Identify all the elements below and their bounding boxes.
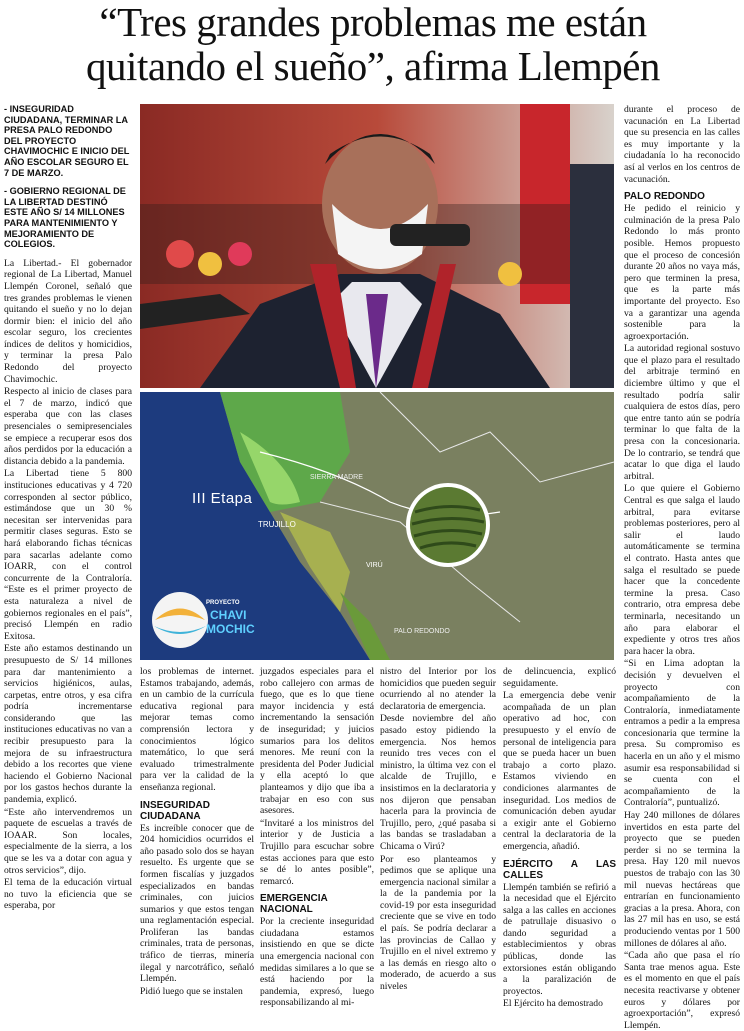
paragraph: Desde noviembre del año pasado estoy pidiendo la emergencia. Nos hemos reunido tres veces con el ministro, la última vez con el alcalde de Trujillo, e insistimos en la declaratoria y nos dijeron que pensaban hacerla para la provincia de Trujillo, pero, ¿qué pasaba si las bandas se trasladaban a Chicama o Virú? xyxy=(380,713,496,852)
paragraph: Este año estamos destinando un presupuesto de S/ 14 millones para dar mantenimiento a servicios higiénicos, aulas, carpetas, entre otros, y esa cifra podría incrementarse considerando que las instituciones educativas no van a recibir presupuesto para la mejora de su infraestructura debido a los recortes que viene haciendo el Gobierno Nacional por los gastos hechos durante la pandemia, explicó. xyxy=(4,643,132,806)
paragraph: El Ejército ha demostrado xyxy=(503,998,603,1010)
summary-bullets xyxy=(4,104,132,250)
subheading: PALO REDONDO xyxy=(624,191,705,203)
etapa-label: III Etapa xyxy=(192,490,253,507)
paragraph: Por la creciente inseguridad ciudadana estamos insistiendo en que se dicte una emergencia nacional con medidas similares a lo que se está haciendo por la pandemia, expresó, luego responsabilizando al mi- xyxy=(260,916,374,1009)
viru-label: VIRÚ xyxy=(366,562,383,569)
paragraph: La Libertad tiene 5 800 instituciones educativas y 4 720 corresponden al sector público, estimándose que un 30 % necesitan ser intervenidas para permitir clases seguras. Esto se hará elaborando fichas técnicas para sacarlas adelante como IOARR, con el control concurrente de la Contraloría. “Este es el primer proyecto de esta naturaleza a nivel de gobiernos regionales en el país”, precisó Llempén en radio Exitosa. xyxy=(4,468,132,642)
paragraph: Respecto al inicio de clases para el 7 de marzo, indicó que esperaba que con las clases presenciales o semipresenciales se empiece a recuperar esos dos años perdidos por la educación a distancia debido a la pandemia. xyxy=(4,386,132,467)
logo-proyecto: PROYECTO xyxy=(206,600,240,606)
column-3 xyxy=(260,666,374,1008)
column-4 xyxy=(380,666,496,1008)
paragraph: los problemas de internet. Estamos trabajando, además, en un cambio de la currícula educativa regional para mejorar temas como comprensión lectora y conocimientos lógico matemático, lo que será evaluado trimestralmente para ver la calidad de la enseñanza regional. xyxy=(140,666,254,793)
column-2 xyxy=(140,666,254,1008)
paragraph: La emergencia debe venir acompañada de un plan operativo ad hoc, con presupuesto y el envío de personal de inteligencia para que se pueda hacer un buen trabajo a corto plazo. Estamos viviendo en condiciones alarmantes de inseguridad. Los medios de comunicación deben ayudar a exigir ante el Gobierno central la declaratoria de la emergencia, añadió. xyxy=(503,690,616,852)
paragraph: Es increíble conocer que de 204 homicidios ocurridos el año pasado solo dos se hayan resuelto. Es urgente que se formen fiscalías y juzgados especializados en bandas criminales, con juicios sumarios y que estos tengan una reglamentación especial. Proliferan las bandas criminales, trata de personas, tráfico de tierras, minería ilegal y narcotráfico, señaló Llempén. xyxy=(140,822,254,985)
chavimochic-map xyxy=(140,392,614,660)
headline-line-1: “Tres grandes problemas me están xyxy=(99,0,647,45)
paragraph: Llempén también se refirió a la necesidad que el Ejército salga a las calles en acciones de patrullaje disuasivo o dando seguridad a establecimientos y obras públicas, donde las extorsiones están obligando a la paralización de proyectos. xyxy=(503,881,616,997)
logo-chavi: CHAVI xyxy=(210,608,247,622)
palo-redondo-label: PALO REDONDO xyxy=(394,628,450,635)
paragraph: de delincuencia, explicó seguidamente. xyxy=(503,666,616,689)
column-1 xyxy=(4,104,132,1008)
paragraph: La Libertad.- El gobernador regional de La Libertad, Manuel Llempén Coronel, señaló que tres grandes problemas le vienen quitando el sueño y no lo dejan dormir bien: el inicio del año escolar seguro, los crecientes índices de delitos y homicidios, y terminar la presa Palo Redondo del proyecto Chavimochic. xyxy=(4,257,132,385)
headline-line-2: quitando el sueño”, afirma Llempén xyxy=(86,43,660,89)
paragraph: juzgados especiales para el robo callejero con armas de fuego, que es lo que tiene mayor incidencia y está incrementando la sensación de inseguridad; y juicios sumarios para los delitos menores. Me reuní con la presidenta del Poder Judicial y ella aceptó lo que planteamos y dijo que iba a trabajar en eso con sus asesores. xyxy=(260,666,374,817)
paragraph: “Si en Lima adoptan la decisión y devuelven el proyecto con acompañamiento de la Contraloría, inmediatamente entramos a pedir a la empresa concesionaria que termine la presa. Su compromiso es hacerla en un año y el mismo asumir esa responsabilidad si se cuenta con el acompañamiento de la Contraloría”, puntualizó. xyxy=(624,658,740,809)
paragraph: Hay 240 millones de dólares invertidos en esta parte del proyecto que se pueden perder si no se termina la presa. Hay 120 mil nuevos puestos de trabajo con las 30 mil nuevas hectáreas que entrarían en funcionamiento gracias a la presa. Ahora, con las 27 mil has en uso, se está produciendo ventas por 1 500 millones de dólares al año. xyxy=(624,810,740,949)
paragraph: Lo que quiere el Gobierno Central es que salga el laudo arbitral, para evitarse problemas posteriores, pero al salir el laudo automáticamente se termina el contrato. Hasta antes que salga el resultado se puede hacer que la concedente termine la presa. Caso contrario, otra empresa debe terminarla, necesitando un año para elaborar el expediente y otros tres años para hacer la obra. xyxy=(624,483,740,657)
headline xyxy=(10,0,736,88)
summary-bullet: - GOBIERNO REGIONAL DE LA LIBERTAD DESTINÓ ESTE AÑO S/ 14 MILLONES PARA MANTENIMIENTO Y MEJORAMIENTO DE COLEGIOS. xyxy=(4,186,126,250)
summary-bullet: - INSEGURIDAD CIUDADANA, TERMINAR LA PRESA PALO REDONDO DEL PROYECTO CHAVIMOCHIC E INICIO DEL AÑO ESCOLAR SEGURO EL 7 DE MARZO. xyxy=(4,104,130,178)
trujillo-label: TRUJILLO xyxy=(258,520,296,529)
column-5 xyxy=(503,666,616,1008)
paragraph: El tema de la educación virtual no tuvo la eficiencia que se esperaba, por xyxy=(4,877,132,912)
paragraph: “Este año intervendremos un paquete de escuelas a través de IOAAR. Son locales, especialmente de la sierra, a los que se les va a dotar con agua y otros servicios”, dijo. xyxy=(4,806,132,876)
subheading: INSEGURIDAD CIUDADANA xyxy=(140,799,211,822)
subheading: EMERGENCIA NACIONAL xyxy=(260,893,328,916)
sierra-madre-label: SIERRA MADRE xyxy=(310,474,363,481)
paragraph: durante el proceso de vacunación en La Libertad que su presencia en las calles es muy importante y la ciudadanía lo ha reconocido así al verlos en los centros de vacunación. xyxy=(624,104,740,185)
subheading: EJÉRCITO A LAS CALLES xyxy=(503,858,616,881)
column-6 xyxy=(624,104,740,1031)
paragraph: He pedido el reinicio y culminación de la presa Palo Redondo lo más pronto posible. Hemos propuesto que el proceso de concesión durante 20 años no vaya más, pero que terminen la presa, que es la parte más importante del proyecto. Eso va a garantizar una agenda sostenible para la agroexportación. xyxy=(624,203,740,342)
paragraph: Pidió luego que se instalen xyxy=(140,985,243,997)
paragraph: Por eso planteamos y pedimos que se aplique una emergencia nacional similar a la de la pandemia por la covid-19 por esta inseguridad creciente que se vive en todo el país. Se podría declarar a las provincias de Callao y Trujillo en el nivel extremo y a las demás en riesgo alto o moderado, de acuerdo a sus niveles xyxy=(380,853,496,993)
paragraph: “Invitaré a los ministros del interior y de Justicia a Trujillo para escuchar sobre estas acciones para que esto se dé lo antes posible”, remarcó. xyxy=(260,817,374,887)
paragraph: nistro del Interior por los homicidios que pueden seguir ocurriendo al no atender la declaratoria de emergencia. xyxy=(380,666,496,712)
governor-photo xyxy=(140,104,614,388)
paragraph: “Cada año que pasa el río Santa trae menos agua. Este es el momento en que el país necesita reactivarse y obtener euros y dólares por agroexportación”, expresó Llempén. xyxy=(624,950,740,1031)
logo-mochic: MOCHIC xyxy=(206,622,255,636)
paragraph: La autoridad regional sostuvo que el plazo para el resultado del arbitraje terminó en diciembre último y que el resultado podría salir cualquiera de estos días, pero que entre tanto aún se podría terminar lo que falta de la presa con la concesionaria. De lo contrario, se tendrá que acatar lo que diga el laudo arbitral. xyxy=(624,343,740,482)
